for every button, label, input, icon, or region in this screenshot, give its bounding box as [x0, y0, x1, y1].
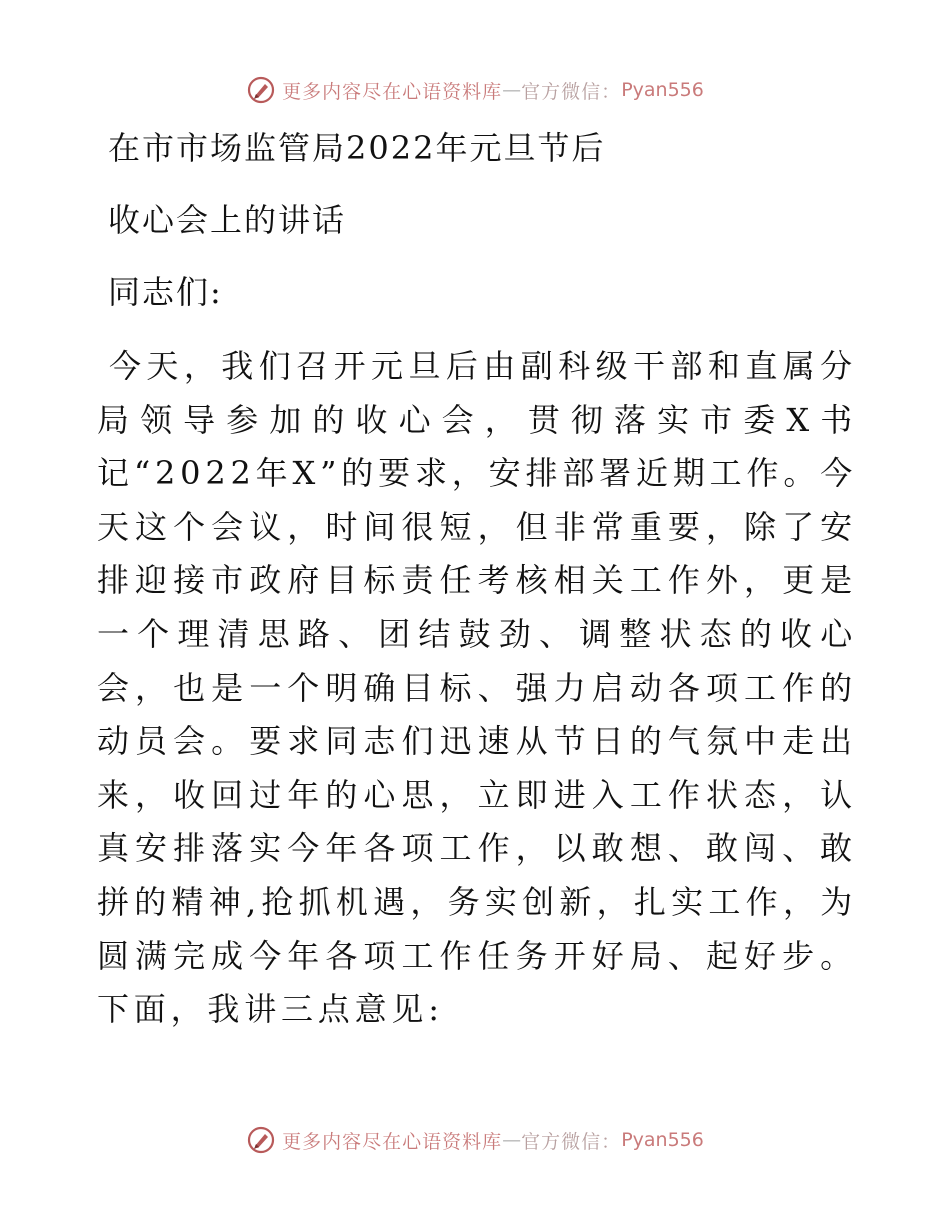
watermark-handle: Pyan556: [621, 1129, 704, 1151]
document-body-paragraph: 今天，我们召开元旦后由副科级干部和直属分局领导参加的收心会，贯彻落实市委X书记“2022年X”的要求，安排部署近期工作。今天这个会议，时间很短，但非常重要，除了安排迎接市政府目标责任考核相关工作外，更是一个理清思路、团结鼓劲、调整状态的收心会，也是一个明确目标、强力启动各项工作的动员会。要求同志们迅速从节日的气氛中走出来，收回过年的心思，立即进入工作状态，认真安排落实今年各项工作，以敢想、敢闯、敢拼的精神,抢抓机遇，务实创新，扎实工作，为圆满完成今年各项工作任务开好局、起好步。下面，我讲三点意见:: [97, 347, 857, 1029]
watermark-banner-bottom: [0, 1120, 950, 1160]
watermark-banner-top: [0, 70, 950, 110]
watermark-wechat-label: 官方微信：: [521, 80, 622, 103]
watermark-wechat-label: 官方微信：: [521, 1130, 622, 1153]
watermark-separator: —: [502, 79, 522, 101]
watermark-separator: —: [502, 1129, 522, 1151]
document-title-line-2: 收心会上的讲话: [108, 201, 347, 239]
watermark-handle: Pyan556: [621, 79, 704, 101]
document-title-line-1: 在市市场监管局2022年元旦节后: [108, 129, 606, 167]
watermark-slogan: 更多内容尽在心语资料库: [282, 80, 503, 103]
logo-pen-icon: [246, 1125, 276, 1155]
logo-pen-icon: [246, 75, 276, 105]
document-salutation: 同志们:: [108, 273, 223, 311]
watermark-slogan: 更多内容尽在心语资料库: [282, 1130, 503, 1153]
